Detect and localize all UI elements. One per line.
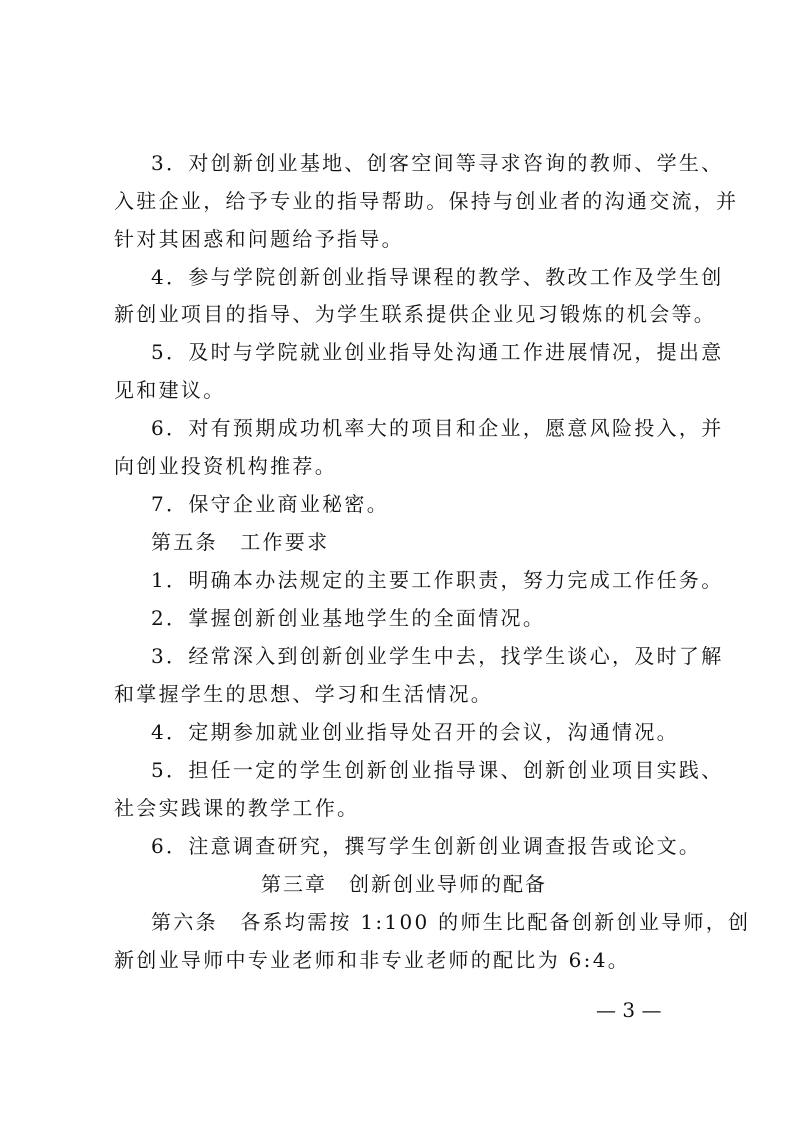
- paragraph-line: 6．对有预期成功机率大的项目和企业，愿意风险投入，并: [151, 416, 724, 440]
- paragraph-line: 入驻企业，给予专业的指导帮助。保持与创业者的沟通交流，并: [114, 189, 739, 213]
- paragraph-line: 5．担任一定的学生创新创业指导课、创新创业项目实践、: [151, 758, 724, 782]
- paragraph-line: 2．掌握创新创业基地学生的全面情况。: [151, 606, 546, 630]
- chapter-heading: 第三章 创新创业导师的配备: [261, 872, 547, 896]
- paragraph-line: 向创业投资机构推荐。: [114, 454, 337, 478]
- paragraph-line: 针对其困惑和问题给予指导。: [114, 227, 404, 251]
- paragraph-line: 新创业导师中专业老师和非专业老师的配比为 6:4。: [114, 948, 631, 972]
- paragraph-line: 新创业项目的指导、为学生联系提供企业见习锻炼的机会等。: [114, 302, 717, 326]
- paragraph-line: 4．定期参加就业创业指导处召开的会议，沟通情况。: [151, 720, 679, 744]
- paragraph-line: 4．参与学院创新创业指导课程的教学、教改工作及学生创: [151, 265, 724, 289]
- paragraph-line: 1．明确本办法规定的主要工作职责，努力完成工作任务。: [151, 568, 724, 592]
- paragraph-line: 社会实践课的教学工作。: [114, 796, 360, 820]
- paragraph-line: 见和建议。: [114, 378, 226, 402]
- paragraph-line: 和掌握学生的思想、学习和生活情况。: [114, 682, 494, 706]
- paragraph-line: 5．及时与学院就业创业指导处沟通工作进展情况，提出意: [151, 340, 724, 364]
- article-heading: 第五条 工作要求: [151, 530, 330, 554]
- paragraph-line: 6．注意调查研究，撰写学生创新创业调查报告或论文。: [151, 834, 702, 858]
- article-paragraph: 第六条 各系均需按 1:100 的师生比配备创新创业导师，创: [151, 910, 751, 934]
- paragraph-line: 7．保守企业商业秘密。: [151, 492, 390, 516]
- page-number: — 3 —: [596, 998, 662, 1022]
- paragraph-line: 3．对创新创业基地、创客空间等寻求咨询的教师、学生、: [151, 151, 724, 175]
- paragraph-line: 3．经常深入到创新创业学生中去，找学生谈心，及时了解: [151, 644, 724, 668]
